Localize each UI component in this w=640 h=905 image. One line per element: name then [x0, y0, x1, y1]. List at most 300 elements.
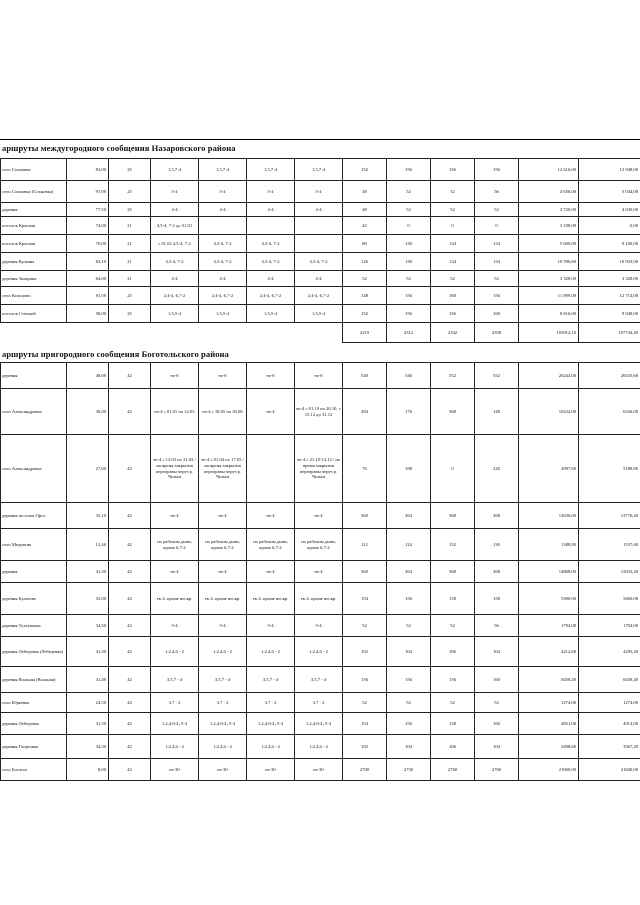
route-name-cell: деревня Кульчна [1, 253, 67, 271]
table-cell: 41,40 [67, 667, 109, 693]
table-cell: 156 [431, 667, 475, 693]
table-cell: 5390,00 [519, 583, 579, 615]
table-cell: 156 [387, 159, 431, 181]
table-cell: 42 [109, 667, 151, 693]
empty-cell [199, 323, 247, 343]
table-row [1, 271, 640, 287]
route-name-cell: село Александровка [1, 389, 67, 435]
table-cell: 81,50 [67, 287, 109, 305]
table-cell: 5-4 [247, 615, 295, 637]
table-cell: ек-4 [151, 503, 199, 529]
route-name-cell: деревня Тузлуковка [1, 615, 67, 637]
table-cell: 1,2,4,6-2; 5-4 [199, 713, 247, 735]
table-cell: 42 [109, 637, 151, 667]
table-cell: 11 899,00 [519, 287, 579, 305]
table-cell: 35,00 [67, 583, 109, 615]
table-cell: 6458,40 [519, 667, 579, 693]
table-cell: 176 [387, 389, 431, 435]
table-cell: 4 656,00 [519, 181, 579, 203]
table-cell: 134 [475, 253, 519, 271]
table-row [1, 217, 640, 235]
table-cell: 21 [109, 235, 151, 253]
table-cell: 8,00 [67, 759, 109, 781]
table-cell: 368 [431, 503, 475, 529]
table-cell: 52 [387, 271, 431, 287]
table-cell: 360 [343, 503, 387, 529]
table-cell: 3,7 - 2 [199, 693, 247, 713]
table-cell: 5-4 [199, 615, 247, 637]
route-name-cell: деревня Лебедевка [1, 713, 67, 735]
table-cell: 130 [387, 253, 431, 271]
table-cell: 368 [475, 503, 519, 529]
table-cell: 52 [387, 203, 431, 217]
table-cell: 1,2,4,6 - 2 [199, 735, 247, 759]
table-row [1, 667, 640, 693]
table-cell: 10 596,60 [519, 253, 579, 271]
table-cell: 9 048,00 [579, 305, 640, 323]
table-cell: 1,3,7-4 [199, 159, 247, 181]
table-cell: 3,5,7 - 4 [295, 667, 343, 693]
table-row [1, 713, 640, 735]
table-cell: 360 [343, 561, 387, 583]
empty-cell [109, 323, 151, 343]
table-cell: 48 [343, 203, 387, 217]
route-name-cell: село Боготол [1, 759, 67, 781]
table-cell: 42 [109, 435, 151, 503]
table-cell: 26244,00 [519, 363, 579, 389]
table-cell: 5-4 [151, 181, 199, 203]
table-cell: 104 [387, 735, 431, 759]
route-name-cell: деревня [1, 363, 67, 389]
table-row [1, 735, 640, 759]
table-cell: ек-4 [295, 561, 343, 583]
table-cell: 1,3,5-4 [151, 305, 199, 323]
route-name-cell: деревня Булатово [1, 583, 67, 615]
table-row [1, 253, 640, 271]
table-cell: 21 [109, 271, 151, 287]
table-cell: 3 108,00 [519, 217, 579, 235]
table-cell: 364 [387, 561, 431, 583]
table-cell: 2760 [431, 759, 475, 781]
table-cell: ек-6 [151, 363, 199, 389]
table-cell: 5188,80 [579, 435, 640, 503]
table-cell: 41,30 [67, 637, 109, 667]
table-cell: ек-4 [247, 561, 295, 583]
table-cell: 8 816,00 [519, 305, 579, 323]
table-cell: 3,7 - 2 [295, 693, 343, 713]
table-cell: ек-2, кроме воскр. [247, 583, 295, 615]
table-cell: ек-4 с 13.03 по 31.03 / на время закрытия переправы через р. Чулым [151, 435, 199, 503]
table-cell: 52 [387, 693, 431, 713]
table-cell: 52 [475, 693, 519, 713]
table-cell: 2-4 [151, 203, 199, 217]
table-cell: ек-4 [199, 503, 247, 529]
table-cell: 2-4 [151, 271, 199, 287]
table-cell: 152 [343, 159, 387, 181]
table-cell: по рабочим дням, кроме 6,7-2 [151, 529, 199, 561]
table-cell: ек-4 с 01.01 по 12.03 [151, 389, 199, 435]
table-row [1, 305, 640, 323]
table-cell: 3,5,7 - 4 [199, 667, 247, 693]
table-cell: 58,00 [67, 305, 109, 323]
table-cell: 160 [475, 713, 519, 735]
table-cell: 12 714,00 [579, 287, 640, 305]
table-cell: 42 [109, 529, 151, 561]
table-cell: 1,3,7-4 [151, 159, 199, 181]
table-cell: 148 [475, 389, 519, 435]
table-cell: 1794,00 [519, 615, 579, 637]
table-cell: 2760 [475, 759, 519, 781]
table-cell: 0,00 [579, 217, 640, 235]
intercity-routes-table [0, 158, 640, 343]
table-cell: 12 616,00 [519, 159, 579, 181]
table-cell: 56 [475, 181, 519, 203]
table-cell: 42 [109, 693, 151, 713]
route-name-cell: поселок Красная [1, 235, 67, 253]
route-name-cell: деревня Лебедевка (Лебедевка) [1, 637, 67, 667]
table-cell [295, 217, 343, 235]
table-row [1, 235, 640, 253]
table-cell: по рабочим дням, кроме 6,7-2 [247, 529, 295, 561]
table-cell: ек-4 [295, 503, 343, 529]
table-cell: 0 [431, 435, 475, 503]
route-name-cell: село Медиатик [1, 529, 67, 561]
table-row [1, 693, 640, 713]
table-cell: 552 [431, 363, 475, 389]
table-cell: 21600,00 [519, 759, 579, 781]
table-cell: 552 [475, 363, 519, 389]
table-cell: 154 [343, 583, 387, 615]
table-cell: 156 [343, 667, 387, 693]
table-cell: 124 [387, 529, 431, 561]
table-cell: 52 [475, 271, 519, 287]
table-row [1, 561, 640, 583]
table-cell: 4,5-4, 7-2 [199, 235, 247, 253]
table-cell: 2730 [387, 759, 431, 781]
table-cell: 2-4 [295, 203, 343, 217]
table-cell: 1,2,4,6-2; 5-4 [295, 713, 343, 735]
table-cell: 156 [387, 667, 431, 693]
table-cell: 36,00 [67, 389, 109, 435]
table-cell: 1,3,7-4 [295, 159, 343, 181]
table-cell: 27,60 [67, 435, 109, 503]
table-cell: 3,7 - 2 [151, 693, 199, 713]
section1-title: аршруты междугородного сообщения Назаровского района [2, 143, 236, 153]
table-cell: 2,4-4, 6,7-2 [199, 287, 247, 305]
table-cell: 104 [475, 637, 519, 667]
table-cell: 52 [387, 615, 431, 637]
route-name-cell: деревня Захарина [1, 271, 67, 287]
table-cell: 4,5-4, 7-2 [247, 235, 295, 253]
table-cell: 42 [109, 363, 151, 389]
total-cell: 2358 [475, 323, 519, 343]
table-cell: ек-2, кроме воскр. [151, 583, 199, 615]
table-cell: 5-4 [295, 615, 343, 637]
table-cell: 2-4 [247, 203, 295, 217]
table-cell: 52 [343, 271, 387, 287]
table-cell: 42 [109, 583, 151, 615]
table-cell: 41,30 [67, 561, 109, 583]
table-cell: 1,2,4,6 - 2 [295, 637, 343, 667]
table-cell: 1,2,4,6 - 2 [247, 735, 295, 759]
table-cell: 546 [387, 363, 431, 389]
table-cell: 1,2,4,6 - 2 [295, 735, 343, 759]
table-cell: 24,50 [67, 693, 109, 713]
table-cell: 42 [109, 759, 151, 781]
table-cell: 134 [431, 253, 475, 271]
table-cell: 42 [109, 615, 151, 637]
route-name-cell: деревня [1, 561, 67, 583]
table-cell: 52 [343, 615, 387, 637]
table-cell: 12,40 [67, 529, 109, 561]
table-cell: 6336,00 [579, 389, 640, 435]
table-cell: 3 720,00 [519, 203, 579, 217]
table-cell: 31,50 [67, 713, 109, 735]
table-cell: 52 [431, 693, 475, 713]
table-cell: 156 [475, 287, 519, 305]
table-cell: ек-4 [247, 503, 295, 529]
table-cell: ек-4 [247, 389, 295, 435]
table-cell: ек-30 [295, 759, 343, 781]
table-cell: 84,10 [67, 253, 109, 271]
table-cell: 4,5-4, 7-2 [247, 253, 295, 271]
table-cell: 52 [475, 203, 519, 217]
empty-cell [295, 323, 343, 343]
table-cell: 42 [109, 713, 151, 735]
table-cell: 1,2,4,6-2; 5-4 [247, 713, 295, 735]
table-cell: 9 100,00 [579, 235, 640, 253]
table-cell: 2,4-4, 6,7-2 [295, 287, 343, 305]
table-cell: ек-4 [151, 561, 199, 583]
table-cell: 35,10 [67, 503, 109, 529]
table-cell: 1,2,4,6 - 2 [247, 637, 295, 667]
table-cell: 97,00 [67, 181, 109, 203]
table-cell: 25 [109, 305, 151, 323]
table-cell: 156 [387, 287, 431, 305]
table-cell: ек-4 с 18.05 по 30.06 [199, 389, 247, 435]
table-cell: 2-4 [199, 271, 247, 287]
table-cell: 2097,60 [519, 435, 579, 503]
table-cell: 1,3,5-4 [199, 305, 247, 323]
table-cell: 76 [343, 435, 387, 503]
table-cell: 34,50 [67, 615, 109, 637]
table-cell: ек-4 [199, 561, 247, 583]
table-cell: 0 [431, 217, 475, 235]
table-cell: 10224,00 [519, 389, 579, 435]
table-cell: 1,2,4,6 - 2 [151, 735, 199, 759]
header-rule [0, 139, 640, 140]
table-row [1, 435, 640, 503]
table-cell: 158 [475, 583, 519, 615]
section2-title: аршруты пригородного сообщения Боготольского района [2, 349, 229, 359]
table-cell: 130 [475, 529, 519, 561]
table-cell: 3,5,7 - 4 [151, 667, 199, 693]
table-cell: 364 [387, 503, 431, 529]
table-cell: 52 [343, 693, 387, 713]
table-cell: 4,5-4, 7-2 [295, 253, 343, 271]
table-cell: 15033,20 [579, 561, 640, 583]
table-cell: 52 [431, 271, 475, 287]
table-cell: 80 [343, 235, 387, 253]
table-cell: 12 948,00 [579, 159, 640, 181]
table-cell: 4,5-4, 7-2 [151, 253, 199, 271]
table-cell: 48,60 [67, 363, 109, 389]
table-cell: 3,7 - 2 [247, 693, 295, 713]
table-cell: 1,2,4,6-2; 5-4 [151, 713, 199, 735]
total-cell: 2342 [431, 323, 475, 343]
table-cell: 42 [343, 217, 387, 235]
table-row [1, 637, 640, 667]
table-row [1, 389, 640, 435]
table-cell: 52 [387, 181, 431, 203]
table-cell: 21 [109, 217, 151, 235]
table-cell: ек-4 с 01.04 по 17.05 / на время закрытия переправы через р. Чулым [199, 435, 247, 503]
table-cell: 83,00 [67, 159, 109, 181]
table-cell: ек-6 [295, 363, 343, 389]
table-cell: 4,5-4, 7-2 [199, 253, 247, 271]
table-cell: 134 [475, 235, 519, 253]
route-name-cell: деревня Вольная (Вольная) [1, 667, 67, 693]
table-cell: 3 328,00 [519, 271, 579, 287]
table-cell: 26535,60 [579, 363, 640, 389]
table-row [1, 159, 640, 181]
table-cell: 4914,00 [579, 713, 640, 735]
table-cell: 4212,60 [519, 637, 579, 667]
table-cell: ек-4 с 01.10 по 20.10, с 15.12 до 31.12 [295, 389, 343, 435]
table-cell: 25 [109, 287, 151, 305]
table-cell: 10 933,00 [579, 253, 640, 271]
total-cell: 2219 [343, 323, 387, 343]
table-cell: 1,2,4,6 - 2 [151, 637, 199, 667]
table-cell: 14868,00 [519, 561, 579, 583]
table-cell: 1,3,5-4 [247, 305, 295, 323]
table-cell: 540 [343, 363, 387, 389]
table-cell: 42 [109, 503, 151, 529]
table-cell: 112 [343, 529, 387, 561]
table-cell: 1274,00 [519, 693, 579, 713]
table-cell: 52 [431, 615, 475, 637]
table-cell: 134 [431, 235, 475, 253]
table-cell: 106 [431, 637, 475, 667]
table-cell: 156 [431, 159, 475, 181]
table-cell: 368 [475, 561, 519, 583]
table-cell: 70,00 [67, 235, 109, 253]
table-cell: 156 [387, 305, 431, 323]
table-cell: 102 [343, 735, 387, 759]
table-cell [295, 235, 343, 253]
total-cell: 107744,40 [579, 323, 640, 343]
table-cell [199, 217, 247, 235]
table-cell: 25 [109, 159, 151, 181]
table-cell: 42 [109, 561, 151, 583]
table-cell: 1274,00 [579, 693, 640, 713]
route-name-cell: деревня [1, 203, 67, 217]
table-cell: 104 [387, 637, 431, 667]
table-cell: 3567,20 [579, 735, 640, 759]
table-cell: 158 [431, 583, 475, 615]
route-name-cell: поселок Красная [1, 217, 67, 235]
table-row [1, 203, 640, 217]
route-name-cell: село Сохновка (Сохновка) [1, 181, 67, 203]
table-cell: 4,5-4, 7-2 до 31.01 [151, 217, 199, 235]
table-cell: 64,00 [67, 271, 109, 287]
table-cell: 188 [387, 435, 431, 503]
table-cell: 74,00 [67, 217, 109, 235]
table-cell: 2-4 [199, 203, 247, 217]
table-cell: 132 [431, 529, 475, 561]
table-cell: 284 [343, 389, 387, 435]
table-row [1, 287, 640, 305]
table-cell: 6458,40 [579, 667, 640, 693]
table-cell: 220 [475, 435, 519, 503]
empty-cell [151, 323, 199, 343]
table-cell: 12776,40 [579, 503, 640, 529]
table-cell: 5-4 [295, 181, 343, 203]
table-cell: 1,3,5-4 [295, 305, 343, 323]
table-cell: 5 044,00 [579, 181, 640, 203]
table-cell: 1,3,7-4 [247, 159, 295, 181]
table-cell: 4295,20 [579, 637, 640, 667]
table-cell: 106 [431, 735, 475, 759]
table-cell: 21840,00 [579, 759, 640, 781]
route-name-cell: село Кольцово [1, 287, 67, 305]
table-cell: 104 [475, 735, 519, 759]
suburban-routes-table [0, 362, 640, 781]
table-cell: 160 [431, 287, 475, 305]
table-cell: 5-4 [247, 181, 295, 203]
route-name-cell: село Александровка [1, 435, 67, 503]
table-cell: 25 [109, 203, 151, 217]
totals-row [1, 323, 640, 343]
table-row [1, 503, 640, 529]
table-cell: ек-30 [151, 759, 199, 781]
table-cell: 2,4-4, 6,7-2 [151, 287, 199, 305]
table-cell: 2700 [343, 759, 387, 781]
table-cell: 5-4 [199, 181, 247, 203]
empty-cell [67, 323, 109, 343]
table-cell: 160 [475, 305, 519, 323]
table-cell: ек-6 [199, 363, 247, 389]
table-cell: 3498,60 [519, 735, 579, 759]
table-row [1, 529, 640, 561]
table-cell: 4851,00 [519, 713, 579, 735]
route-name-cell: поселок Степной [1, 305, 67, 323]
table-cell: 0 [475, 217, 519, 235]
table-cell: 48 [343, 181, 387, 203]
table-cell: 1537,60 [579, 529, 640, 561]
route-name-cell: деревня Глортовка [1, 735, 67, 759]
table-cell: 52 [431, 203, 475, 217]
table-cell: 77,50 [67, 203, 109, 217]
table-cell: ек-30 [199, 759, 247, 781]
table-cell: 152 [343, 305, 387, 323]
table-cell: 154 [343, 713, 387, 735]
table-row [1, 759, 640, 781]
table-cell: ек-2, кроме воскр. [199, 583, 247, 615]
total-cell: 103912,10 [519, 323, 579, 343]
table-row [1, 583, 640, 615]
table-cell [247, 435, 295, 503]
table-cell: 5460,00 [579, 583, 640, 615]
table-cell: 25 [109, 181, 151, 203]
table-cell: 160 [475, 667, 519, 693]
table-cell: 156 [475, 159, 519, 181]
table-cell: 156 [431, 305, 475, 323]
total-cell: 2312 [387, 323, 431, 343]
table-cell: 102 [343, 637, 387, 667]
table-cell: ек-2, кроме воскр. [295, 583, 343, 615]
table-cell: 1794,00 [579, 615, 640, 637]
